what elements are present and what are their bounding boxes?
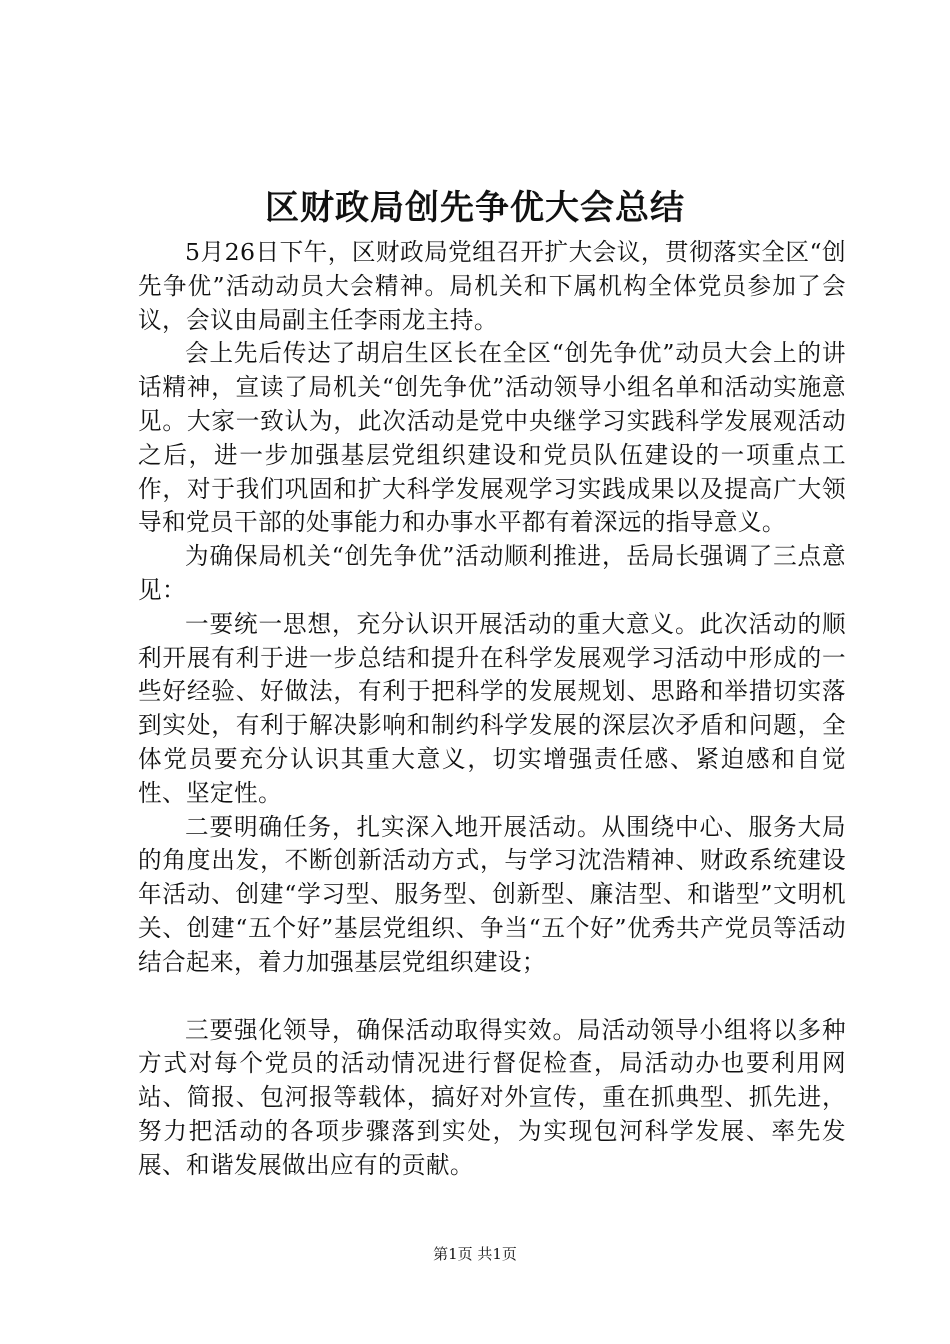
page-number-footer: 第1页 共1页 <box>433 1245 517 1263</box>
paragraph-point-three: 三要强化领导，确保活动取得实效。局活动领导小组将以多种方式对每个党员的活动情况进行督促检查，局活动办也要利用网站、简报、包河报等载体，搞好对外宣传，重在抓典型、抓先进，努力把活动的各项步骤落到实处，为实现包河科学发展、率先发展、和谐发展做出应有的贡献。 <box>138 1015 846 1179</box>
paragraph-point-one: 一要统一思想，充分认识开展活动的重大意义。此次活动的顺利开展有利于进一步总结和提升在科学发展观学习活动中形成的一些好经验、好做法，有利于把科学的发展规划、思路和举措切实落到实处，有利于解决影响和制约科学发展的深层次矛盾和问题，全体党员要充分认识其重大意义，切实增强责任感、紧迫感和自觉性、坚定性。 <box>138 609 846 807</box>
paragraph-point-two: 二要明确任务，扎实深入地开展活动。从围绕中心、服务大局的角度出发，不断创新活动方式，与学习沈浩精神、财政系统建设年活动、创建“学习型、服务型、创新型、廉洁型、和谐型”文明机关、创建“五个好”基层党组织、争当“五个好”优秀共产党员等活动结合起来，着力加强基层党组织建设； <box>138 812 846 976</box>
paragraph-meeting-content: 会上先后传达了胡启生区长在全区“创先争优”动员大会上的讲话精神，宣读了局机关“创先争优”活动领导小组名单和活动实施意见。大家一致认为，此次活动是党中央继学习实践科学发展观活动之后，进一步加强基层党组织建设和党员队伍建设的一项重点工作，对于我们巩固和扩大科学发展观学习实践成果以及提高广大领导和党员干部的处事能力和办事水平都有着深远的指导意义。 <box>138 339 846 537</box>
document-body <box>138 236 846 1183</box>
paragraph-meeting-intro: 5月26日下午，区财政局党组召开扩大会议，贯彻落实全区“创先争优”活动动员大会精神。局机关和下属机构全体党员参加了会议，会议由局副主任李雨龙主持。 <box>138 238 846 334</box>
document-title: 区财政局创先争优大会总结 <box>265 188 685 228</box>
paragraph-three-points-intro: 为确保局机关“创先争优”活动顺利推进，岳局长强调了三点意见： <box>138 542 846 604</box>
